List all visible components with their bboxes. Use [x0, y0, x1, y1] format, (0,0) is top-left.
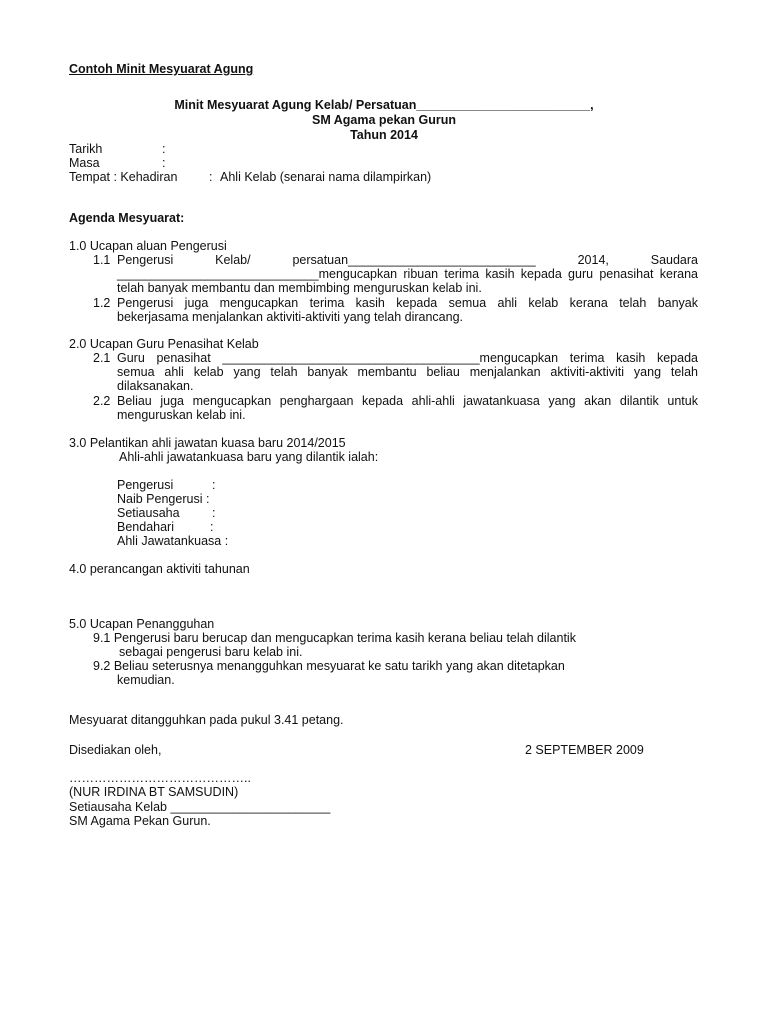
title-line-1: Minit Mesyuarat Agung Kelab/ Persatuan_________________________, — [174, 98, 594, 112]
item-1-2-number: 1.2 — [93, 296, 111, 310]
setiausaha-label: Setiausaha — [117, 506, 180, 520]
item-2-2-line-2: menguruskan kelab ini. — [117, 408, 246, 422]
section-1-title: 1.0 Ucapan aluan Pengerusi — [69, 239, 227, 253]
prepared-by-label: Disediakan oleh, — [69, 743, 162, 757]
tarikh-colon: : — [162, 142, 166, 156]
section-5-title: 5.0 Ucapan Penangguhan — [69, 617, 215, 631]
document-date: 2 SEPTEMBER 2009 — [525, 743, 644, 757]
tempat-value: Ahli Kelab (senarai nama dilampirkan) — [220, 170, 432, 184]
signatory-role: Setiausaha Kelab _______________________ — [69, 800, 331, 814]
item-1-1-line-1: Pengerusi Kelab/ persatuan___________________________ 2014, Saudara — [117, 253, 698, 267]
item-1-1-number: 1.1 — [93, 253, 111, 267]
document-heading: Contoh Minit Mesyuarat Agung — [69, 62, 254, 76]
item-2-1-line-3: dilaksanakan. — [117, 379, 194, 393]
signatory-name: (NUR IRDINA BT SAMSUDIN) — [69, 785, 239, 799]
section-3-title: 3.0 Pelantikan ahli jawatan kuasa baru 2014/2015 — [69, 436, 346, 450]
bendahari-colon: : — [210, 520, 214, 534]
naib-pengerusi-label: Naib Pengerusi : — [117, 492, 210, 506]
pengerusi-colon: : — [212, 478, 216, 492]
item-2-2-line-1: Beliau juga mengucapkan penghargaan kepada ahli-ahli jawatankuasa yang akan dilantik untuk — [117, 394, 698, 408]
ahli-jawatankuasa-label: Ahli Jawatankuasa : — [117, 534, 229, 548]
item-9-1-line-2: sebagai pengerusi baru kelab ini. — [119, 645, 303, 659]
item-9-2-line-1: 9.2 Beliau seterusnya menangguhkan mesyuarat ke satu tarikh yang akan ditetapkan — [93, 659, 565, 673]
agenda-heading: Agenda Mesyuarat: — [69, 211, 185, 225]
tarikh-label: Tarikh — [69, 142, 103, 156]
adjournment-note: Mesyuarat ditangguhkan pada pukul 3.41 petang. — [69, 713, 344, 727]
bendahari-label: Bendahari — [117, 520, 174, 534]
setiausaha-colon: : — [212, 506, 216, 520]
item-1-2-line-1: Pengerusi juga mengucapkan terima kasih kepada semua ahli kelab kerana telah banyak — [117, 296, 698, 310]
item-2-1-number: 2.1 — [93, 351, 111, 365]
item-9-2-line-2: kemudian. — [117, 673, 175, 687]
title-line-3: Tahun 2014 — [350, 128, 418, 142]
masa-label: Masa — [69, 156, 100, 170]
item-9-1-line-1: 9.1 Pengerusi baru berucap dan mengucapkan terima kasih kerana beliau telah dilantik — [93, 631, 576, 645]
item-2-2-number: 2.2 — [93, 394, 111, 408]
tempat-label: Tempat : Kehadiran — [69, 170, 178, 184]
signature-dots: …………………………………….. — [69, 771, 251, 785]
item-1-2-line-2: bekerjasama menjalankan aktiviti-aktiviti yang telah dirancang. — [117, 310, 464, 324]
tempat-colon: : — [209, 170, 213, 184]
item-1-1-line-3: telah banyak membantu dan membimbing menguruskan kelab ini. — [117, 281, 482, 295]
pengerusi-label: Pengerusi — [117, 478, 174, 492]
signatory-school: SM Agama Pekan Gurun. — [69, 814, 211, 828]
title-line-2: SM Agama pekan Gurun — [311, 113, 456, 127]
item-1-1-line-2: _____________________________mengucapkan ribuan terima kasih kepada guru penasihat kerana — [117, 267, 698, 281]
section-2-title: 2.0 Ucapan Guru Penasihat Kelab — [69, 337, 259, 351]
masa-colon: : — [162, 156, 166, 170]
item-2-1-line-1: Guru penasihat _____________________________________mengucapkan terima kasih kepada — [117, 351, 698, 365]
item-2-1-line-2: semua ahli kelab yang telah banyak membantu beliau menjalankan aktiviti-aktiviti yang telah — [117, 365, 698, 379]
committee-intro: Ahli-ahli jawatankuasa baru yang dilantik ialah: — [119, 450, 379, 464]
section-4-title: 4.0 perancangan aktiviti tahunan — [69, 562, 250, 576]
